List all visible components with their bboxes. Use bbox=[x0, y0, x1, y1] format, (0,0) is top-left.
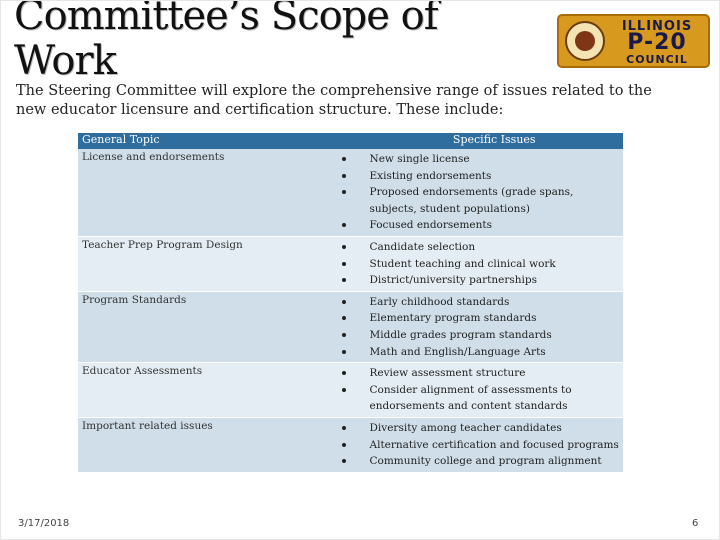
issues-cell bbox=[366, 291, 624, 362]
illinois-p20-council-logo bbox=[557, 14, 710, 68]
page-number: 6 bbox=[692, 518, 699, 529]
bullet-icon bbox=[342, 316, 346, 320]
issue-text: District/university partnerships bbox=[369, 274, 538, 287]
issue-text: Existing endorsements bbox=[369, 169, 492, 182]
issue-item bbox=[370, 365, 620, 382]
table-body bbox=[78, 149, 623, 472]
issue-text: Student teaching and clinical work bbox=[369, 257, 556, 270]
issue-text: Community college and program alignment bbox=[369, 455, 602, 468]
issue-text: Proposed endorsements (grade spans, subjects, student populations) bbox=[369, 186, 574, 215]
issue-text: Elementary program standards bbox=[369, 312, 537, 325]
bullet-icon bbox=[342, 426, 346, 430]
bullet-icon bbox=[342, 190, 346, 194]
bullet-icon bbox=[342, 157, 346, 161]
bullet-icon bbox=[342, 333, 346, 337]
bullet-icon bbox=[342, 278, 346, 282]
slide-title: Committee’s Scope of Work bbox=[14, 0, 438, 84]
bullet-icon bbox=[342, 350, 346, 354]
issue-text: Consider alignment of assessments to endorsements and content standards bbox=[369, 383, 572, 413]
issues-list bbox=[370, 239, 620, 289]
bullet-icon bbox=[342, 388, 346, 392]
issue-item bbox=[370, 272, 620, 289]
issue-item bbox=[370, 151, 620, 168]
issue-item bbox=[370, 239, 620, 256]
issues-list bbox=[370, 420, 620, 470]
issue-item bbox=[370, 256, 620, 273]
bullet-cell bbox=[336, 363, 366, 418]
bullet-cell bbox=[336, 149, 366, 236]
issue-text: Early childhood standards bbox=[369, 295, 510, 308]
issue-text: Math and English/Language Arts bbox=[369, 345, 546, 358]
issues-list bbox=[370, 365, 620, 415]
table-row bbox=[78, 291, 623, 362]
issue-item bbox=[370, 168, 620, 185]
topic-cell: Educator Assessments bbox=[78, 363, 336, 418]
issue-text: Alternative certification and focused programs bbox=[369, 438, 619, 451]
issue-text: Focused endorsements bbox=[369, 219, 493, 232]
bullet-cell bbox=[336, 417, 366, 472]
topic-cell: Program Standards bbox=[78, 291, 336, 362]
issue-item bbox=[370, 327, 620, 344]
footer-date: 3/17/2018 bbox=[18, 518, 70, 529]
issue-item bbox=[370, 437, 620, 454]
topic-cell: Teacher Prep Program Design bbox=[78, 236, 336, 291]
intro-paragraph: The Steering Committee will explore the comprehensive range of issues related to the new educator licensure and certification structure. These include: bbox=[16, 83, 652, 118]
table-row bbox=[78, 236, 623, 291]
scope-table bbox=[78, 133, 623, 473]
issues-cell bbox=[366, 363, 624, 418]
issue-text: Review assessment structure bbox=[369, 367, 526, 380]
issues-cell bbox=[366, 236, 624, 291]
issue-text: Candidate selection bbox=[369, 240, 476, 253]
issue-item bbox=[370, 453, 620, 470]
bullet-cell bbox=[336, 291, 366, 362]
table-header-row bbox=[78, 133, 623, 149]
bullet-icon bbox=[342, 245, 346, 249]
bullet-icon bbox=[342, 262, 346, 266]
table-row bbox=[78, 363, 623, 418]
logo-text-middle: P-20 bbox=[627, 30, 687, 55]
bullet-icon bbox=[342, 223, 346, 227]
logo-text-top: ILLINOIS bbox=[621, 19, 693, 34]
bullet-cell bbox=[336, 236, 366, 291]
state-seal-icon bbox=[565, 21, 605, 61]
issues-cell bbox=[366, 149, 624, 236]
bullet-icon bbox=[342, 371, 346, 375]
issue-item bbox=[370, 382, 620, 415]
issues-cell bbox=[366, 417, 624, 472]
issue-item bbox=[370, 344, 620, 361]
issue-item bbox=[370, 184, 620, 217]
issue-item bbox=[370, 420, 620, 437]
issues-list bbox=[370, 294, 620, 360]
header-specific-issues: Specific Issues bbox=[366, 133, 624, 149]
header-spacer bbox=[336, 133, 366, 149]
bullet-icon bbox=[342, 174, 346, 178]
issue-item bbox=[370, 217, 620, 234]
table-row bbox=[78, 149, 623, 236]
topic-cell: Important related issues bbox=[78, 417, 336, 472]
bullet-icon bbox=[342, 459, 346, 463]
issue-item bbox=[370, 294, 620, 311]
topic-cell: License and endorsements bbox=[78, 149, 336, 236]
issue-item bbox=[370, 310, 620, 327]
logo-text-bottom: COUNCIL bbox=[626, 53, 688, 66]
issue-text: New single license bbox=[369, 153, 470, 165]
bullet-icon bbox=[342, 300, 346, 304]
header-general-topic: General Topic bbox=[78, 133, 336, 149]
issues-list bbox=[370, 151, 620, 234]
bullet-icon bbox=[342, 443, 346, 447]
issue-text: Middle grades program standards bbox=[369, 328, 552, 341]
issue-text: Diversity among teacher candidates bbox=[369, 421, 562, 434]
table-row bbox=[78, 417, 623, 472]
